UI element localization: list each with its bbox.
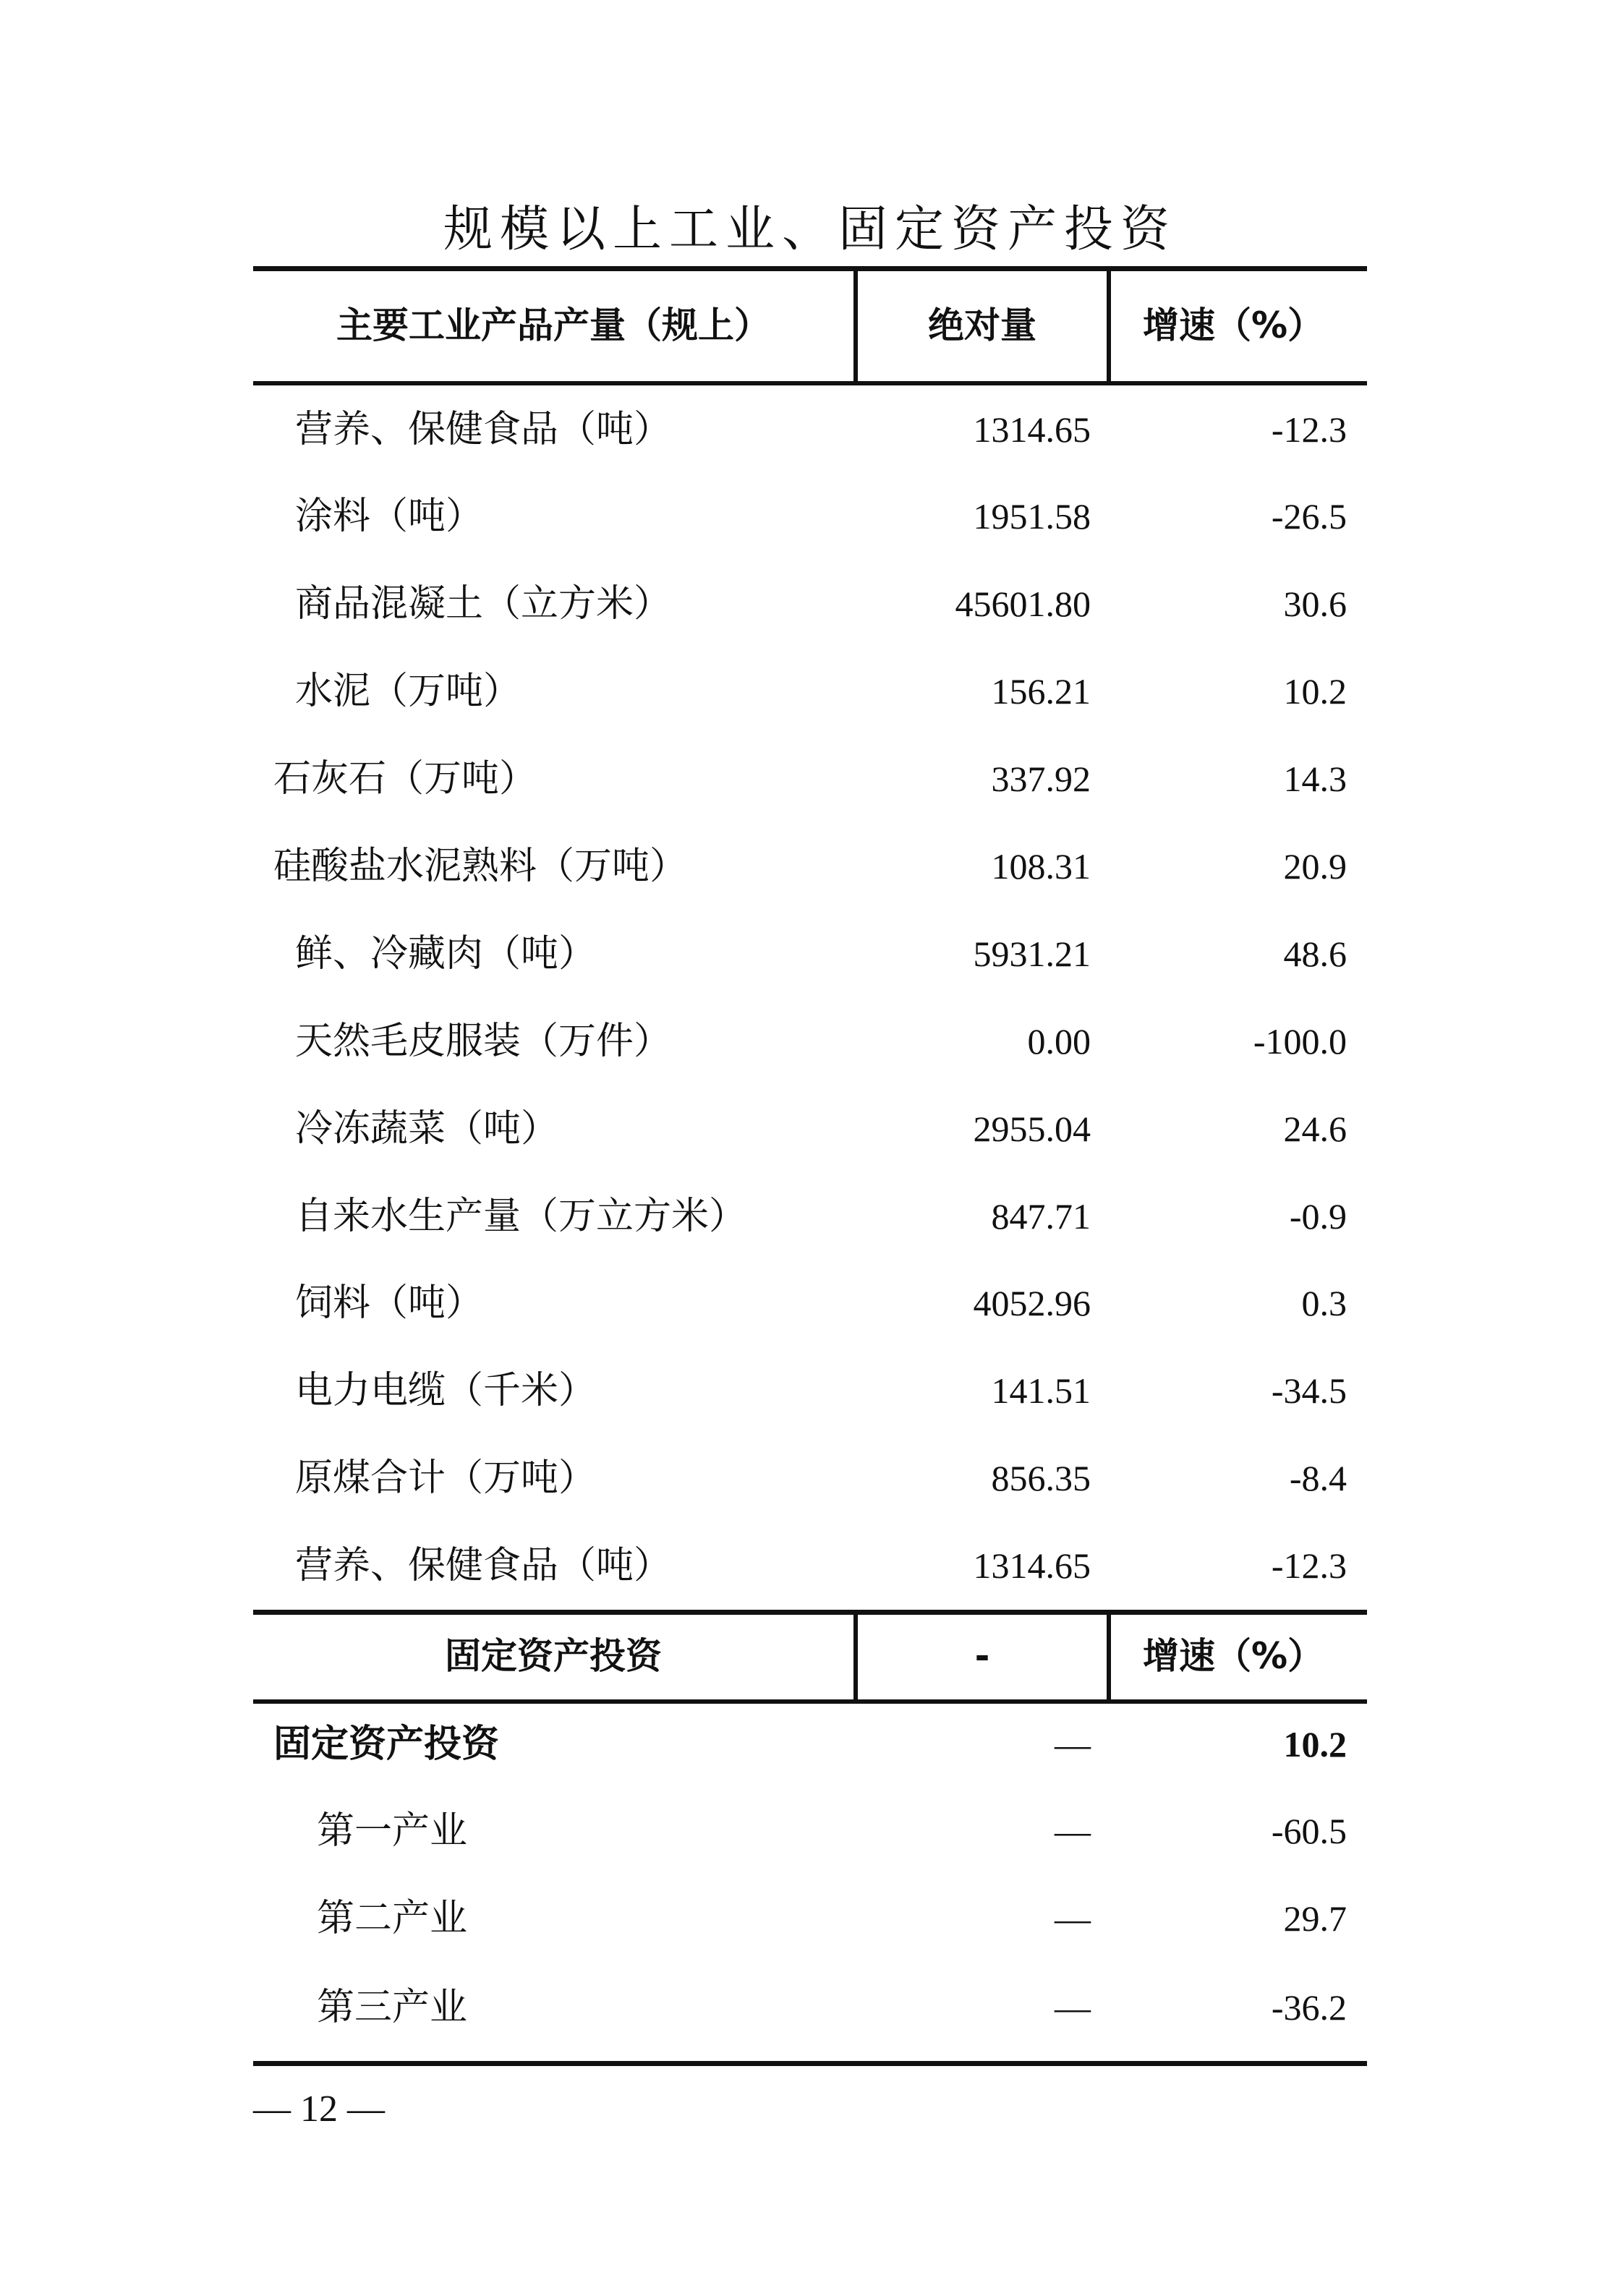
product-growth: 24.6 (1283, 1109, 1347, 1149)
investment-value: — (1055, 1898, 1091, 1939)
product-growth: -8.4 (1289, 1458, 1347, 1498)
product-growth: -26.5 (1271, 496, 1347, 537)
product-value: 108.31 (991, 846, 1091, 887)
product-name: 涂料（吨） (295, 495, 484, 538)
investment-growth: 10.2 (1283, 1724, 1347, 1764)
product-name: 鲜、冷藏肉（吨） (295, 932, 597, 976)
table-row (253, 1964, 1367, 2052)
header-product-output: 主要工业产品产量（规上） (336, 304, 770, 346)
page-number: — 12 — (253, 2088, 385, 2130)
table-row (253, 1347, 1367, 1435)
table-row (253, 823, 1367, 910)
header-divider-1 (853, 271, 858, 383)
product-name: 水泥（万吨） (295, 670, 521, 713)
product-name: 原煤合计（万吨） (295, 1456, 597, 1500)
section2-divider-1 (853, 1610, 858, 1704)
product-name: 石灰石（万吨） (273, 757, 537, 801)
product-value: 1314.65 (973, 409, 1091, 450)
investment-value: — (1055, 1987, 1091, 2028)
table-row (253, 998, 1367, 1085)
investment-value: — (1055, 1724, 1091, 1764)
product-name: 硅酸盐水泥熟料（万吨） (273, 845, 688, 888)
product-name: 电力电缆（千米） (295, 1369, 597, 1412)
product-value: 5931.21 (973, 934, 1091, 974)
table-row (253, 648, 1367, 735)
investment-value: — (1055, 1811, 1091, 1851)
product-value: 45601.80 (955, 584, 1091, 624)
header-absolute-value: 绝对量 (928, 304, 1036, 346)
product-growth: 48.6 (1283, 934, 1347, 974)
header-fixed-asset-investment: 固定资产投资 (445, 1635, 662, 1677)
product-growth: -34.5 (1271, 1370, 1347, 1411)
product-value: 337.92 (991, 759, 1091, 799)
investment-growth: -36.2 (1271, 1987, 1347, 2028)
product-growth: -12.3 (1271, 409, 1347, 450)
product-growth: -0.9 (1289, 1196, 1347, 1237)
table-row (253, 1435, 1367, 1522)
product-growth: 30.6 (1283, 584, 1347, 624)
product-value: 856.35 (991, 1458, 1091, 1498)
product-value: 141.51 (991, 1370, 1091, 1411)
investment-category: 第一产业 (317, 1809, 468, 1853)
product-value: 2955.04 (973, 1109, 1091, 1149)
table-row (253, 1085, 1367, 1173)
investment-growth: 29.7 (1283, 1898, 1347, 1939)
product-growth: 10.2 (1283, 671, 1347, 712)
product-growth: 0.3 (1301, 1283, 1347, 1323)
product-name: 天然毛皮服装（万件） (295, 1020, 672, 1063)
investment-growth: -60.5 (1271, 1811, 1347, 1851)
product-value: 1314.65 (973, 1545, 1091, 1586)
table-top-rule (253, 266, 1367, 271)
investment-category: 固定资产投资 (273, 1723, 500, 1766)
table-row (253, 1522, 1367, 1610)
product-name: 饲料（吨） (295, 1281, 484, 1325)
product-name: 商品混凝土（立方米） (295, 582, 672, 626)
section2-divider-2 (1107, 1610, 1111, 1704)
product-value: 0.00 (1027, 1021, 1091, 1062)
product-name: 营养、保健食品（吨） (295, 408, 672, 451)
table-row (253, 910, 1367, 998)
header-divider-2 (1107, 271, 1111, 383)
table-row (253, 560, 1367, 648)
table-bottom-rule (253, 2061, 1367, 2066)
product-name: 自来水生产量（万立方米） (295, 1195, 747, 1238)
product-value: 1951.58 (973, 496, 1091, 537)
table-row (253, 735, 1367, 823)
header-bottom-rule (253, 381, 1367, 385)
table-row (253, 1260, 1367, 1347)
investment-category: 第二产业 (317, 1897, 468, 1940)
investment-category: 第三产业 (317, 1986, 468, 2029)
page-title: 规模以上工业、固定资产投资 (443, 201, 1177, 258)
product-growth: -12.3 (1271, 1545, 1347, 1586)
product-name: 冷冻蔬菜（吨） (295, 1107, 559, 1151)
table-row (253, 1788, 1367, 1875)
table-row (253, 473, 1367, 560)
product-growth: 14.3 (1283, 759, 1347, 799)
header-absolute-value-placeholder: - (974, 1635, 990, 1677)
header-growth-rate: 增速（%） (1143, 304, 1324, 346)
table-row (253, 1875, 1367, 1963)
product-growth: -100.0 (1253, 1021, 1347, 1062)
product-value: 847.71 (991, 1196, 1091, 1237)
product-name: 营养、保健食品（吨） (295, 1544, 672, 1587)
header-growth-rate: 增速（%） (1143, 1635, 1324, 1677)
table-row (253, 1701, 1367, 1788)
table-row (253, 386, 1367, 474)
table-row (253, 1173, 1367, 1260)
product-value: 4052.96 (973, 1283, 1091, 1323)
product-growth: 20.9 (1283, 846, 1347, 887)
product-value: 156.21 (991, 671, 1091, 712)
